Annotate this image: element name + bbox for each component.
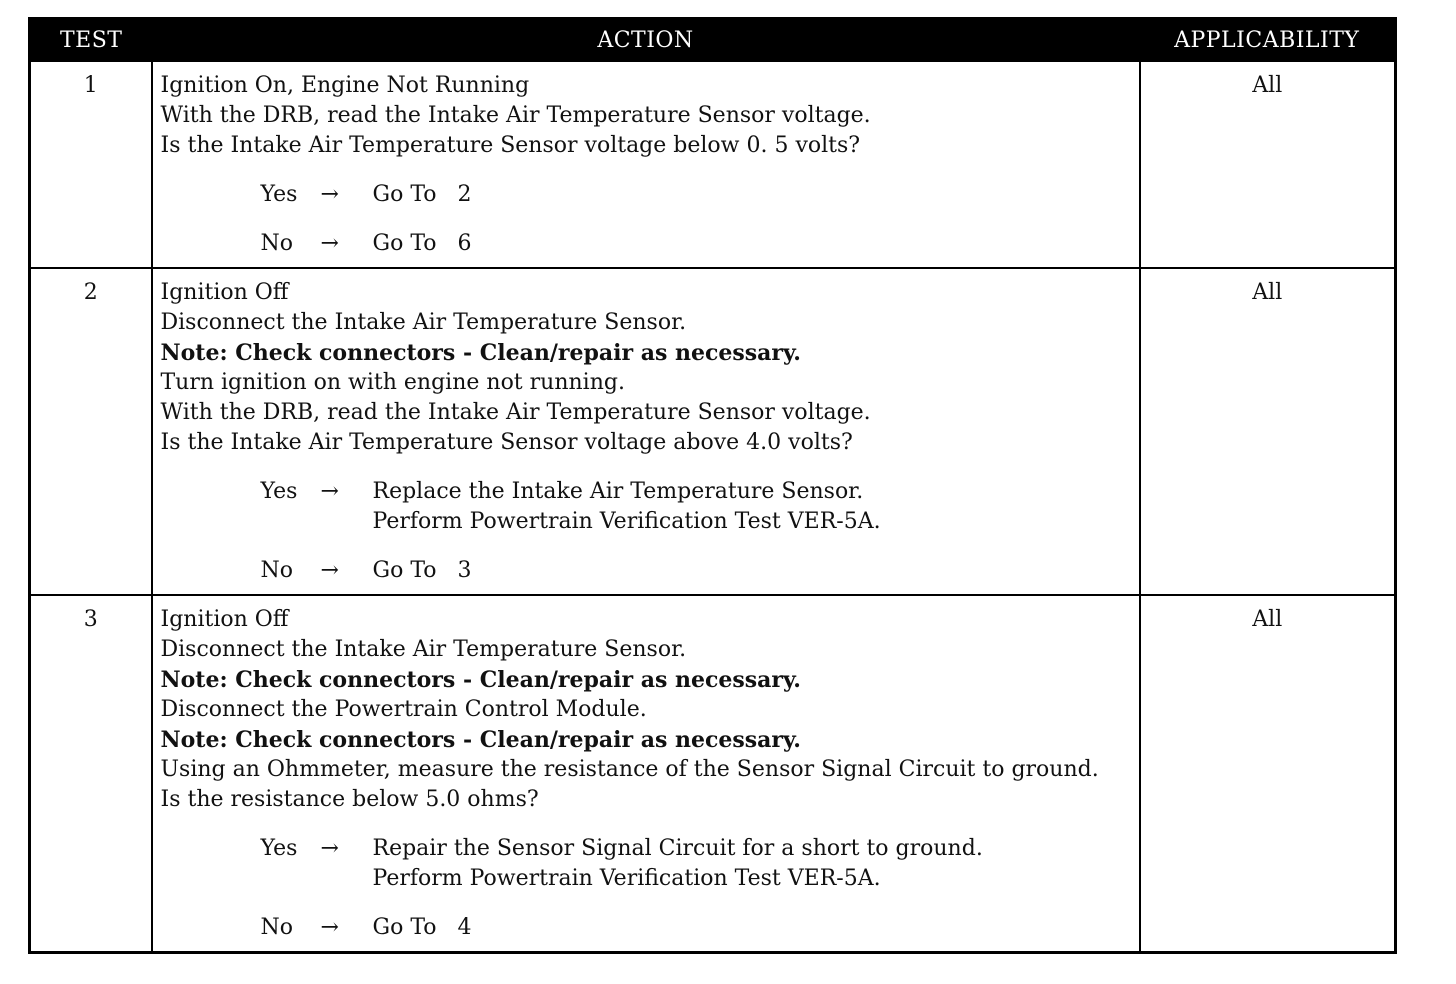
- action-step: Disconnect the Intake Air Temperature Sensor.: [160, 310, 687, 335]
- outcome-result: [373, 556, 472, 586]
- test-number: 3: [30, 595, 152, 953]
- action-step: Disconnect the Powertrain Control Module.: [160, 697, 647, 722]
- outcome-yes: [261, 477, 1131, 537]
- action-step: Is the Intake Air Temperature Sensor voltage below 0. 5 volts?: [160, 133, 861, 158]
- outcomes: [161, 477, 1131, 586]
- outcome-label: Yes: [260, 182, 298, 207]
- test-number: 2: [30, 268, 152, 595]
- header-applicability: APPLICABILITY: [1140, 19, 1396, 62]
- action-cell: [152, 595, 1140, 953]
- outcome-result-line: Replace the Intake Air Temperature Sensor.: [372, 479, 864, 504]
- action-step: Using an Ohmmeter, measure the resistance of the Sensor Signal Circuit to ground.: [160, 757, 1099, 782]
- outcome-label: Yes: [260, 836, 298, 861]
- action-note: Note: Check connectors - Clean/repair as necessary.: [160, 727, 801, 753]
- action-note: Note: Check connectors - Clean/repair as necessary.: [160, 667, 801, 693]
- outcome-result-line: Perform Powertrain Verification Test VER-5A.: [372, 509, 881, 534]
- action-step: Is the resistance below 5.0 ohms?: [160, 787, 539, 812]
- arrow-right-icon: →: [320, 558, 339, 583]
- outcome-result-line: Go To 2: [372, 182, 472, 207]
- outcome-result-line: Go To 3: [372, 558, 472, 583]
- table-body: [30, 61, 1396, 953]
- table-row: [30, 268, 1396, 595]
- diagnostic-test-table: [28, 17, 1397, 954]
- applicability-value: All: [1140, 268, 1396, 595]
- applicability-value: All: [1140, 595, 1396, 953]
- outcome-result-line: Perform Powertrain Verification Test VER-5A.: [372, 866, 881, 891]
- action-step: Ignition On, Engine Not Running: [160, 73, 530, 98]
- outcome-result: [373, 229, 472, 259]
- outcome-label: No: [260, 231, 293, 256]
- outcome-result-line: Go To 4: [372, 915, 472, 940]
- action-note: Note: Check connectors - Clean/repair as necessary.: [160, 340, 801, 366]
- action-cell: [152, 268, 1140, 595]
- outcome-no: [261, 913, 1131, 943]
- outcome-result: [373, 834, 983, 894]
- outcome-result: [373, 477, 881, 537]
- outcome-no: [261, 229, 1131, 259]
- outcome-result: [373, 913, 472, 943]
- action-step: Ignition Off: [160, 280, 289, 305]
- outcome-label: No: [260, 558, 293, 583]
- action-step: Is the Intake Air Temperature Sensor voltage above 4.0 volts?: [160, 430, 853, 455]
- header-test: TEST: [30, 19, 152, 62]
- outcome-no: [261, 556, 1131, 586]
- action-step: With the DRB, read the Intake Air Temperature Sensor voltage.: [160, 400, 871, 425]
- outcomes: [161, 834, 1131, 943]
- table-row: [30, 595, 1396, 953]
- outcome-label: No: [260, 915, 293, 940]
- outcome-label: Yes: [260, 479, 298, 504]
- arrow-right-icon: →: [320, 182, 339, 207]
- outcome-result-line: Repair the Sensor Signal Circuit for a short to ground.: [372, 836, 983, 861]
- applicability-value: All: [1140, 61, 1396, 268]
- test-number: 1: [30, 61, 152, 268]
- table-header-row: [30, 19, 1396, 62]
- outcome-yes: [261, 834, 1131, 894]
- arrow-right-icon: →: [320, 915, 339, 940]
- action-cell: [152, 61, 1140, 268]
- arrow-right-icon: →: [320, 836, 339, 861]
- action-step: Disconnect the Intake Air Temperature Sensor.: [160, 637, 687, 662]
- arrow-right-icon: →: [320, 231, 339, 256]
- header-action: ACTION: [152, 19, 1140, 62]
- arrow-right-icon: →: [320, 479, 339, 504]
- action-step: Ignition Off: [160, 607, 289, 632]
- outcome-result-line: Go To 6: [372, 231, 472, 256]
- action-step: Turn ignition on with engine not running.: [160, 370, 625, 395]
- table-row: [30, 61, 1396, 268]
- outcome-result: [373, 180, 472, 210]
- outcomes: [161, 180, 1131, 259]
- action-step: With the DRB, read the Intake Air Temperature Sensor voltage.: [160, 103, 871, 128]
- outcome-yes: [261, 180, 1131, 210]
